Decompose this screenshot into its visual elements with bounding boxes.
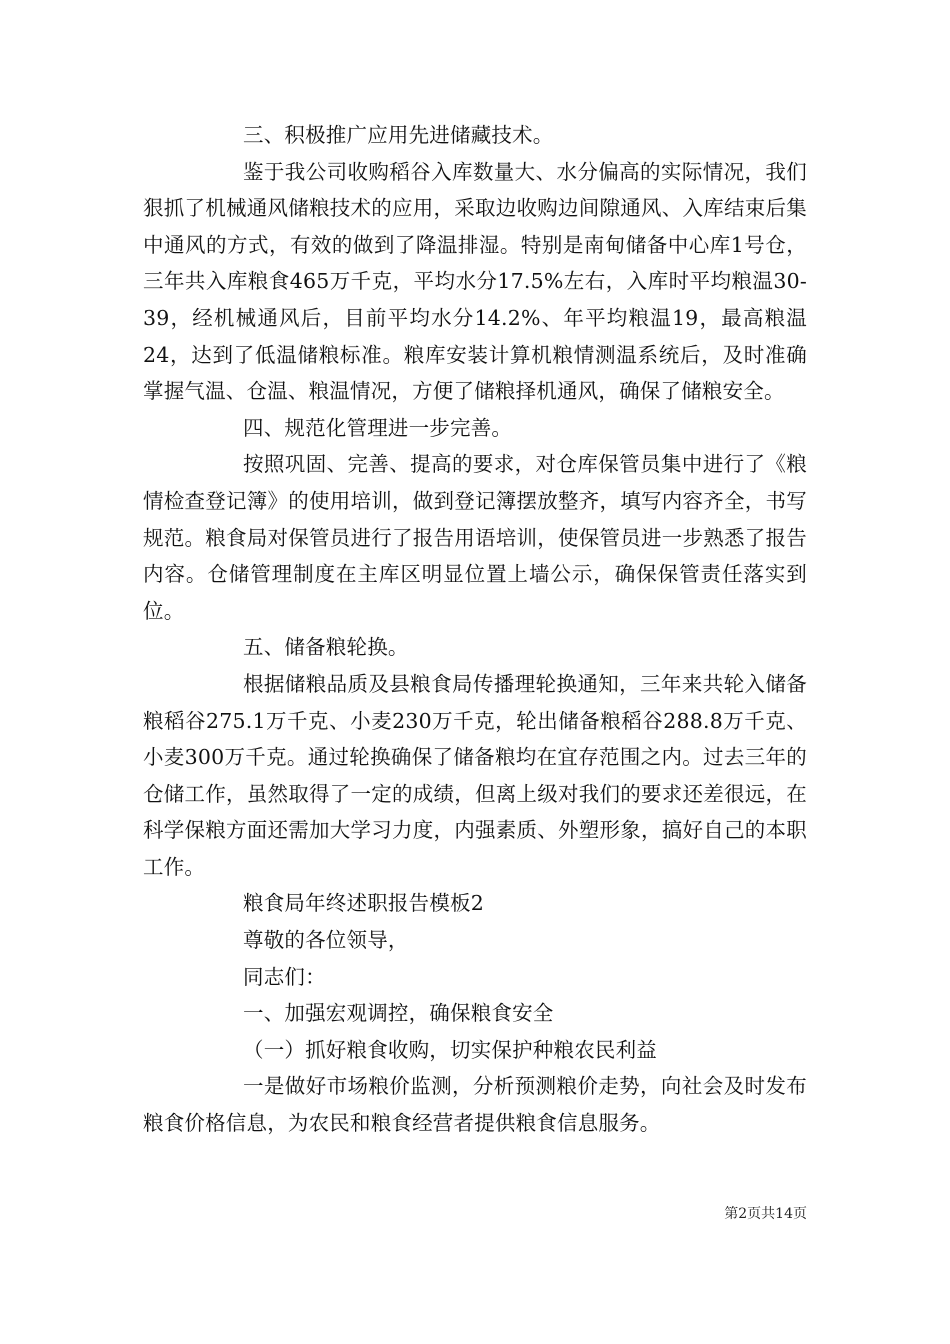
document-body (143, 117, 807, 1142)
salutation: 同志们： (243, 964, 326, 989)
section-heading-3: 三、积极推广应用先进储藏技术。 (243, 123, 554, 147)
subsection-heading: （一）抓好粮食收购，切实保护种粮农民利益 (243, 1037, 657, 1062)
section-heading-1: 一、加强宏观调控，确保粮食安全 (243, 1001, 554, 1026)
page-number: 第2页共14页 (724, 1206, 807, 1222)
body-paragraph: 鉴于我公司收购稻谷入库数量大、水分偏高的实际情况，我们狠抓了机械通风储粮技术的应用，采取边收购边间隙通风、入库结束后集中通风的方式，有效的做到了降温排湿。特别是南甸储备中心库1号仓，三年共入库粮食465万千克，平均水分17.5%左右，入库时平均粮温30-39，经机械通风后，目前平均水分14.2%、年平均粮温19，最高粮温24，达到了低温储粮标准。粮库安装计算机粮情测温系统后，及时准确掌握气温、仓温、粮温情况，方便了储粮择机通风，确保了储粮安全。 (143, 159, 807, 404)
body-paragraph: 按照巩固、完善、提高的要求，对仓库保管员集中进行了《粮情检查登记簿》的使用培训，做到登记簿摆放整齐，填写内容齐全，书写规范。粮食局对保管员进行了报告用语培训，使保管员进一步熟悉了报告内容。仓储管理制度在主库区明显位置上墙公示，确保保管责任落实到位。 (143, 452, 807, 623)
body-paragraph: 根据储粮品质及县粮食局传播理轮换通知，三年来共轮入储备粮稻谷275.1万千克、小麦230万千克，轮出储备粮稻谷288.8万千克、小麦300万千克。通过轮换确保了储备粮均在宜存范围之内。过去三年的仓储工作，虽然取得了一定的成绩，但离上级对我们的要求还差很远，在科学保粮方面还需加大学习力度，内强素质、外塑形象，搞好自己的本职工作。 (143, 671, 807, 879)
section-heading-5: 五、储备粮轮换。 (243, 635, 409, 660)
body-paragraph: 一是做好市场粮价监测，分析预测粮价走势，向社会及时发布粮食价格信息，为农民和粮食经营者提供粮食信息服务。 (143, 1074, 807, 1136)
section-heading-4: 四、规范化管理进一步完善。 (243, 415, 513, 440)
template-title: 粮食局年终述职报告模板2 (243, 891, 484, 916)
salutation: 尊敬的各位领导， (243, 928, 409, 953)
